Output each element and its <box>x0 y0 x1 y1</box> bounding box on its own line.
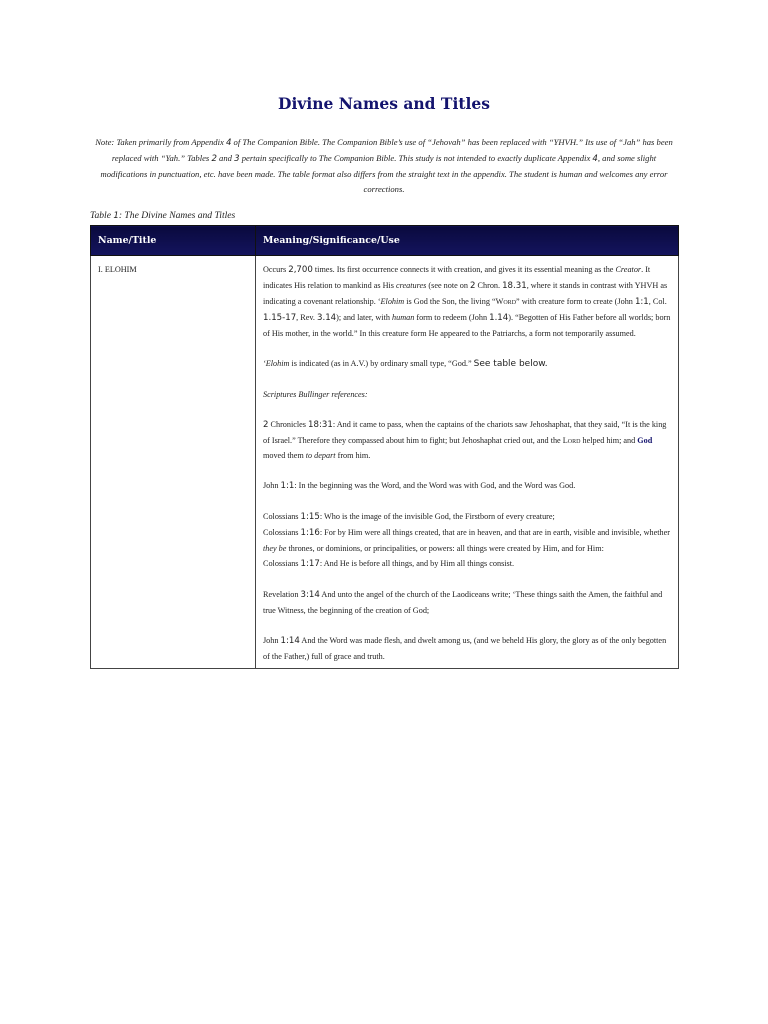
text-run: ” with creature form to create (John <box>516 297 635 306</box>
text-run: 2 <box>263 420 269 430</box>
text-run: ‘Elohim <box>263 359 290 368</box>
column-header-meaning: Meaning/Significance/Use <box>256 226 679 256</box>
scripture-ref: 1:15 <box>300 512 320 522</box>
text-run: Colossians <box>263 528 301 537</box>
note-number: 4 <box>225 138 232 148</box>
scripture-passage <box>263 509 671 572</box>
scripture-ref: 18:31 <box>308 420 333 430</box>
occurrence-count: 2,700 <box>288 265 313 275</box>
scripture-ref: 1.15-17 <box>263 313 297 323</box>
text-run: : For by Him were all things created, that are in heaven, and that are in earth, visible and invisible, whether <box>319 528 670 537</box>
note-text: of The Companion Bible. The Companion Bible’s use of “Jehovah” has been replaced with “YHVH.” Its use of “Jah” has been replaced with “Yah.” Tables <box>111 137 673 163</box>
text-run: form to redeem (John <box>414 313 490 322</box>
meaning-paragraph <box>263 262 671 341</box>
text-run: Elohim <box>380 297 405 306</box>
text-run: 2 <box>470 281 476 291</box>
text-run: Word <box>495 297 517 306</box>
text-run: John <box>263 636 281 645</box>
text-run: Occurs <box>263 265 289 274</box>
text-run: Scriptures Bullinger references: <box>263 390 368 399</box>
text-run: . It indicates His relation to mankind as His <box>263 265 651 290</box>
name-cell: I. ELOHIM <box>91 256 256 669</box>
references-heading <box>263 387 671 402</box>
highlighted-god: God <box>637 436 653 445</box>
text-run: Colossians <box>263 512 301 521</box>
see-table-note: See table below. <box>473 359 548 369</box>
text-run: thrones, or dominions, or principalities, or powers: all things were created by Him, and for Him: <box>286 544 604 553</box>
text-run: moved them <box>263 451 306 460</box>
table-header-row <box>91 226 679 256</box>
scripture-passage <box>263 417 671 463</box>
text-run: Lord <box>562 436 581 445</box>
text-run: is indicated (as in A.V.) by ordinary small type, “God.” <box>289 359 474 368</box>
scripture-ref: 1:16 <box>300 528 320 538</box>
text-run: : And it came to pass, when the captains of the chariots saw Jehoshaphat, that they said, “It is the king of Israel.” Therefore they compassed about him to fight; but Jehoshaphat cried out, and the <box>263 420 667 445</box>
note-number: 4 <box>592 154 598 164</box>
note-text: Note: Taken primarily from Appendix <box>95 137 226 147</box>
scripture-ref: 1:1 <box>634 297 649 307</box>
scripture-ref: 3:14 <box>300 590 320 600</box>
scripture-passage <box>263 478 671 494</box>
meaning-paragraph <box>263 356 671 372</box>
text-run: Chron. <box>475 281 503 290</box>
text-run: : And He is before all things, and by Him all things consist. <box>319 559 515 568</box>
text-run: to depart <box>305 451 336 460</box>
divine-names-table <box>90 225 679 669</box>
scripture-ref: 3.14 <box>317 313 337 323</box>
scripture-passage <box>263 587 671 618</box>
text-run: they be <box>263 544 287 553</box>
note-text: and <box>216 153 235 163</box>
text-run: Colossians <box>263 559 301 568</box>
page-title: Divine Names and Titles <box>278 94 490 113</box>
scripture-ref: 1:1 <box>280 481 295 491</box>
column-header-name: Name/Title <box>91 226 256 256</box>
text-run: times. Its first occurrence connects it with creation, and gives it its essential meaning as the <box>312 265 616 274</box>
scripture-passage <box>263 633 671 664</box>
text-run: (see note on <box>426 281 471 290</box>
intro-note <box>90 135 678 197</box>
text-run: : Who is the image of the invisible God, the Firstborn of every creature; <box>319 512 555 521</box>
text-run: Creator <box>615 265 642 274</box>
text-run: : In the beginning was the Word, and the Word was with God, and the Word was God. <box>294 481 576 490</box>
table-caption <box>90 210 235 221</box>
text-run: , where it stands in contrast with YHVH as indicating a covenant relationship. ‘ <box>263 281 668 306</box>
text-run: human <box>392 313 415 322</box>
note-number: 2 <box>211 154 217 164</box>
text-run: ); and later, with <box>336 313 392 322</box>
caption-number: 1 <box>113 211 119 221</box>
text-run: Chronicles <box>268 420 309 429</box>
scripture-ref: 1:14 <box>280 636 300 646</box>
caption-text: : The Divine Names and Titles <box>118 210 236 221</box>
text-run: , Col. <box>648 297 667 306</box>
text-run: helped him; and <box>580 436 638 445</box>
text-run: John <box>263 481 281 490</box>
text-run: creatures <box>396 281 427 290</box>
scripture-ref: 18.31 <box>502 281 527 291</box>
note-text: , and some slight modifications in punctuation, etc. have been made. The table format also differs from the straight text in the appendix. The student is human and welcomes any error corrections. <box>100 153 668 194</box>
text-run: Revelation <box>263 590 301 599</box>
scripture-ref: 1.14 <box>489 313 509 323</box>
text-run: And unto the angel of the church of the Laodiceans write; ‘These things saith the Amen, the faithful and true Witness, the beginning of the creation of God; <box>263 590 663 615</box>
text-run: And the Word was made flesh, and dwelt among us, (and we beheld His glory, the glory as of the only begotten of the Father,) full of grace and truth. <box>263 636 667 661</box>
meaning-cell <box>256 256 679 669</box>
text-run: , Rev. <box>296 313 318 322</box>
text-run: is God the Son, the living “ <box>404 297 496 306</box>
text-run: ). “Begotten of His Father before all worlds; born of His mother, in the world.” In this creature form He appeared to the Patriarchs, a form not temporarily assumed. <box>263 313 671 338</box>
note-text: pertain specifically to The Companion Bible. This study is not intended to exactly duplicate Appendix <box>239 153 593 163</box>
scripture-ref: 1:17 <box>300 559 320 569</box>
table-row <box>91 256 679 669</box>
text-run: from him. <box>335 451 371 460</box>
note-number: 3 <box>234 154 240 164</box>
caption-prefix: Table <box>90 210 114 221</box>
